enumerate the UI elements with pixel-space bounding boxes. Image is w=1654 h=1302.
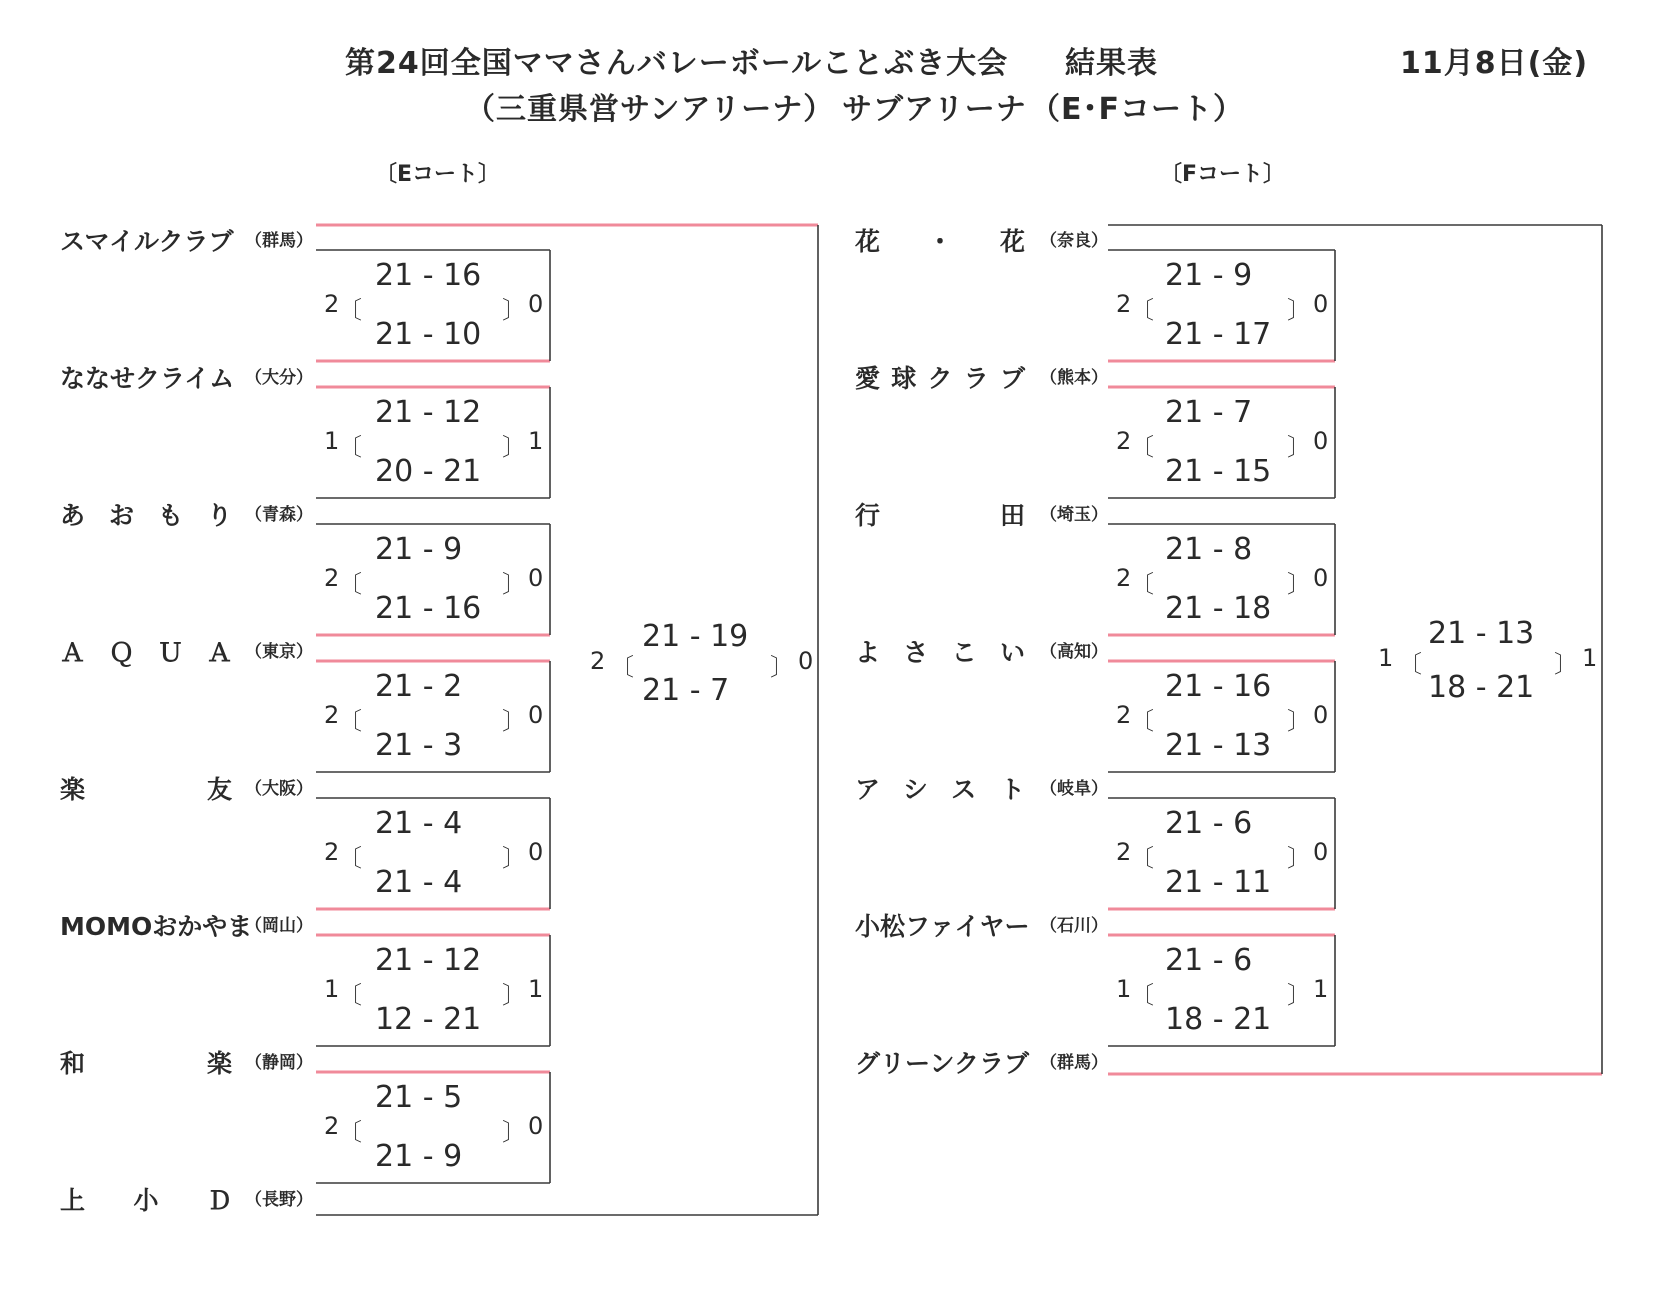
sets-won-left: 2 xyxy=(1116,837,1132,866)
bracket-close: 〕 xyxy=(502,1117,526,1146)
e-team-pref: （東京） xyxy=(245,642,313,662)
sets-won-left: 2 xyxy=(324,837,340,866)
set1-score: 21 - 6 xyxy=(1165,806,1253,841)
f-team-pref: （岐阜） xyxy=(1040,779,1108,799)
sets-won-right: 0 xyxy=(1313,700,1329,729)
set2-score: 21 - 9 xyxy=(375,1139,463,1174)
f-team-name: アシスト xyxy=(855,775,1025,804)
bracket-open: 〔 xyxy=(610,653,634,681)
set1-score: 21 - 2 xyxy=(375,669,463,704)
e-team-name: あおもり xyxy=(60,501,232,530)
bracket-open: 〔 xyxy=(338,295,362,324)
bracket-open: 〔 xyxy=(1130,843,1154,872)
sets-won-right: 0 xyxy=(528,700,544,729)
e-court-label: 〔Eコート〕 xyxy=(375,162,501,187)
bracket-close: 〕 xyxy=(1287,843,1311,872)
sets-won-left: 1 xyxy=(1378,644,1394,672)
set2-score: 21 - 15 xyxy=(1165,454,1272,489)
set1-score: 21 - 16 xyxy=(1165,669,1272,704)
sets-won-right: 1 xyxy=(528,974,544,1003)
f-team-pref: （熊本） xyxy=(1040,368,1108,388)
e-team-pref: （大分） xyxy=(245,368,313,388)
sets-won-right: 0 xyxy=(1313,837,1329,866)
bracket-open: 〔 xyxy=(338,432,362,461)
e-team-name: 楽友 xyxy=(60,775,232,804)
bracket-close: 〕 xyxy=(1287,295,1311,324)
sets-won-right: 0 xyxy=(1313,426,1329,455)
f-team-pref: （群馬） xyxy=(1040,1053,1108,1073)
bracket-open: 〔 xyxy=(1130,569,1154,598)
bracket-open: 〔 xyxy=(338,843,362,872)
e-team-name: 上小Ｄ xyxy=(60,1186,232,1215)
f-team-pref: （石川） xyxy=(1040,916,1108,936)
e-team-pref: （群馬） xyxy=(245,231,313,251)
bracket-open: 〔 xyxy=(1130,432,1154,461)
bracket-close: 〕 xyxy=(502,706,526,735)
e-team-pref: （静岡） xyxy=(245,1053,313,1073)
venue: （三重県営サンアリーナ） xyxy=(465,92,835,127)
sets-won-right: 0 xyxy=(1313,563,1329,592)
e-team-name: スマイルクラブ xyxy=(60,227,234,256)
set2-score: 12 - 21 xyxy=(375,1002,482,1037)
bracket-close: 〕 xyxy=(1287,706,1311,735)
set2-score: 21 - 7 xyxy=(642,673,730,708)
sets-won-right: 0 xyxy=(528,837,544,866)
set2-score: 21 - 18 xyxy=(1165,591,1272,626)
set2-score: 21 - 13 xyxy=(1165,728,1272,763)
f-team-name: よさこい xyxy=(855,638,1025,667)
bracket-close: 〕 xyxy=(502,295,526,324)
f-team-name: 小松ファイヤー xyxy=(855,912,1030,941)
e-team-pref: （岡山） xyxy=(245,916,313,936)
set1-score: 21 - 8 xyxy=(1165,532,1253,567)
sets-won-right: 0 xyxy=(528,563,544,592)
f-team-name: グリーンクラブ xyxy=(855,1049,1030,1078)
bracket-close: 〕 xyxy=(502,843,526,872)
bracket-open: 〔 xyxy=(1130,980,1154,1009)
bracket-open: 〔 xyxy=(338,569,362,598)
f-court-label: 〔Fコート〕 xyxy=(1160,162,1286,187)
e-court-bracket xyxy=(316,225,818,1215)
bracket-open: 〔 xyxy=(338,1117,362,1146)
f-team-pref: （奈良） xyxy=(1040,231,1108,251)
bracket-close: 〕 xyxy=(1287,980,1311,1009)
set1-score: 21 - 16 xyxy=(375,258,482,293)
date: 11月8日(金) xyxy=(1400,46,1589,81)
sets-won-right: 0 xyxy=(1313,289,1329,318)
bracket-open: 〔 xyxy=(1398,650,1422,678)
sets-won-left: 2 xyxy=(324,289,340,318)
set1-score: 21 - 5 xyxy=(375,1080,463,1115)
result-label: 結果表 xyxy=(1065,46,1158,81)
bracket-close: 〕 xyxy=(1554,650,1578,678)
sets-won-left: 1 xyxy=(324,974,340,1003)
set2-score: 21 - 11 xyxy=(1165,865,1272,900)
bracket-close: 〕 xyxy=(502,432,526,461)
sets-won-left: 2 xyxy=(324,1111,340,1140)
f-team-pref: （高知） xyxy=(1040,642,1108,662)
set2-score: 18 - 21 xyxy=(1428,670,1535,705)
set2-score: 21 - 10 xyxy=(375,317,482,352)
bracket-close: 〕 xyxy=(502,980,526,1009)
sets-won-right: 1 xyxy=(1582,644,1598,672)
sets-won-left: 2 xyxy=(1116,563,1132,592)
e-team-name: ななせクライム xyxy=(60,364,235,393)
set2-score: 21 - 17 xyxy=(1165,317,1272,352)
bracket-open: 〔 xyxy=(338,980,362,1009)
bracket-open: 〔 xyxy=(338,706,362,735)
set2-score: 18 - 21 xyxy=(1165,1002,1272,1037)
e-team-pref: （大阪） xyxy=(245,779,313,799)
set1-score: 21 - 4 xyxy=(375,806,463,841)
set1-score: 21 - 13 xyxy=(1428,616,1535,651)
sets-won-left: 2 xyxy=(590,647,606,675)
sets-won-right: 0 xyxy=(528,1111,544,1140)
f-team-name: 行田 xyxy=(855,501,1025,530)
sets-won-right: 1 xyxy=(1313,974,1329,1003)
bracket-close: 〕 xyxy=(770,653,794,681)
sets-won-right: 0 xyxy=(798,647,814,675)
e-team-pref: （青森） xyxy=(245,505,313,525)
set1-score: 21 - 9 xyxy=(1165,258,1253,293)
set2-score: 21 - 3 xyxy=(375,728,463,763)
sets-won-left: 2 xyxy=(1116,289,1132,318)
set1-score: 21 - 12 xyxy=(375,943,482,978)
set1-score: 21 - 9 xyxy=(375,532,463,567)
f-team-name: 愛球クラブ xyxy=(855,364,1025,393)
sets-won-right: 1 xyxy=(528,426,544,455)
set2-score: 21 - 4 xyxy=(375,865,463,900)
sets-won-left: 2 xyxy=(324,563,340,592)
e-team-name: ＡＱＵＡ xyxy=(60,638,232,667)
set1-score: 21 - 6 xyxy=(1165,943,1253,978)
bracket-close: 〕 xyxy=(1287,432,1311,461)
bracket-open: 〔 xyxy=(1130,706,1154,735)
tournament-title: 第24回全国ママさんバレーボールことぶき大会 xyxy=(345,46,1009,81)
e-team-name: 和楽 xyxy=(60,1049,232,1078)
e-team-pref: （長野） xyxy=(245,1190,313,1210)
set2-score: 21 - 16 xyxy=(375,591,482,626)
e-team-name: MOMOおかやま xyxy=(60,912,253,941)
sets-won-left: 2 xyxy=(1116,426,1132,455)
sets-won-right: 0 xyxy=(528,289,544,318)
f-team-pref: （埼玉） xyxy=(1040,505,1108,525)
courts-label: （E･Fコート） xyxy=(1030,92,1244,127)
bracket-close: 〕 xyxy=(1287,569,1311,598)
set1-score: 21 - 7 xyxy=(1165,395,1253,430)
arena: サブアリーナ xyxy=(842,92,1027,127)
sets-won-left: 2 xyxy=(1116,700,1132,729)
sets-won-left: 2 xyxy=(324,700,340,729)
set2-score: 20 - 21 xyxy=(375,454,482,489)
set1-score: 21 - 19 xyxy=(642,619,749,654)
f-team-name: 花・花 xyxy=(855,227,1025,256)
sets-won-left: 1 xyxy=(1116,974,1132,1003)
bracket-close: 〕 xyxy=(502,569,526,598)
bracket-open: 〔 xyxy=(1130,295,1154,324)
set1-score: 21 - 12 xyxy=(375,395,482,430)
sets-won-left: 1 xyxy=(324,426,340,455)
